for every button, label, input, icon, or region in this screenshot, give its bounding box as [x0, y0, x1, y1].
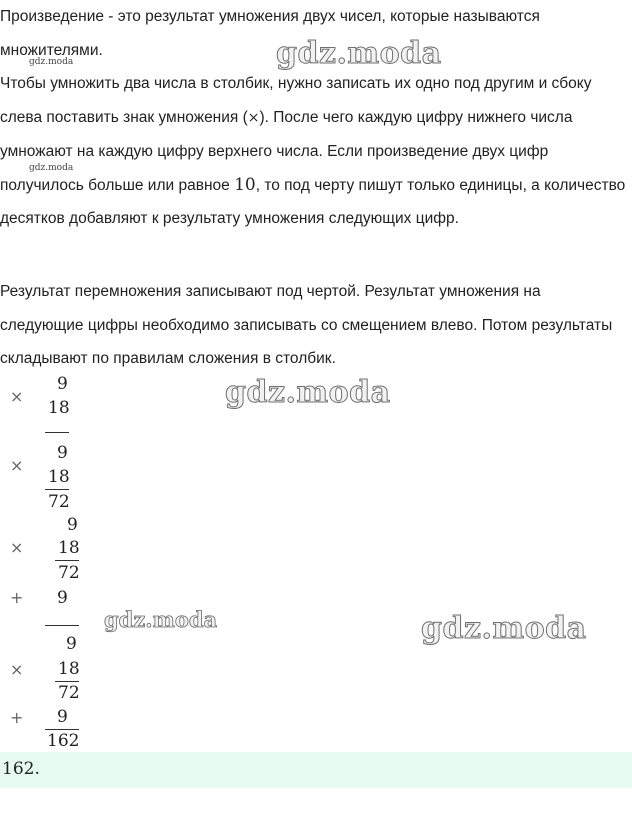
step4-line	[55, 681, 79, 682]
number-ten: 10	[234, 174, 256, 195]
watermark-small: gdz.moda	[29, 57, 74, 67]
step1-times-sign: ×	[10, 387, 24, 406]
definition-paragraph: Произведение - это результат умножения двух чисел, которые называются множителями.	[0, 8, 540, 59]
step1-bottom-number: 18	[48, 398, 70, 418]
step3-times-sign: ×	[10, 538, 24, 557]
answer-box	[0, 752, 632, 788]
step2-top-number: 9	[57, 443, 68, 463]
step3-bottom-number: 18	[58, 538, 80, 558]
multiplication-sign: ×	[247, 109, 260, 126]
step3-top-number: 9	[67, 515, 78, 535]
step3-partial-product-1: 72	[58, 563, 80, 583]
step4-bottom-number: 18	[58, 659, 80, 679]
result-paragraph: Результат перемножения записывают под чертой. Результат умножения на следующие цифры необходимо записывать со смещением влево. Потом результаты складывают по правилам сложения в столбик.	[0, 283, 613, 367]
step4-partial-product-1: 72	[58, 683, 80, 703]
step2-partial-product: 72	[48, 492, 70, 512]
watermark-logo: gdz.moda	[225, 375, 391, 410]
step4-sum-line	[45, 729, 79, 730]
step3-plus-sign: +	[10, 588, 24, 607]
answer-value: 162.	[2, 759, 40, 779]
watermark-logo: gdz.moda	[421, 611, 587, 646]
method-text-a: Чтобы умножить два числа в столбик, нужно записать их одно под другим и сбоку слева поставить знак умножения (	[0, 75, 592, 126]
step4-partial-product-2: 9	[57, 707, 68, 727]
step2-times-sign: ×	[10, 456, 24, 475]
step4-result: 162	[47, 731, 80, 751]
step3-line	[55, 560, 79, 561]
step2-bottom-number: 18	[48, 467, 70, 487]
step1-top-number: 9	[57, 374, 68, 394]
step3-sum-line	[45, 625, 79, 626]
step2-line	[45, 489, 69, 490]
step4-top-number: 9	[66, 634, 77, 654]
method-paragraph	[0, 67, 628, 236]
watermark-logo: gdz.moda	[104, 607, 218, 632]
method-text-b: ). После чего каждую цифру нижнего числа умножают на каждую цифру верхнего числа. Если произведение двух цифр получилось больше или равное	[0, 108, 573, 194]
step4-times-sign: ×	[10, 660, 24, 679]
watermark-logo: gdz.moda	[276, 36, 442, 71]
step4-plus-sign: +	[10, 708, 24, 727]
method-text-c: , то под черту пишут только единицы, а количество десятков добавляют к результату умножения следующих цифр.	[0, 176, 626, 227]
step3-partial-product-2: 9	[57, 588, 68, 608]
watermark-small: gdz.moda	[29, 163, 74, 173]
step1-line	[45, 432, 69, 433]
